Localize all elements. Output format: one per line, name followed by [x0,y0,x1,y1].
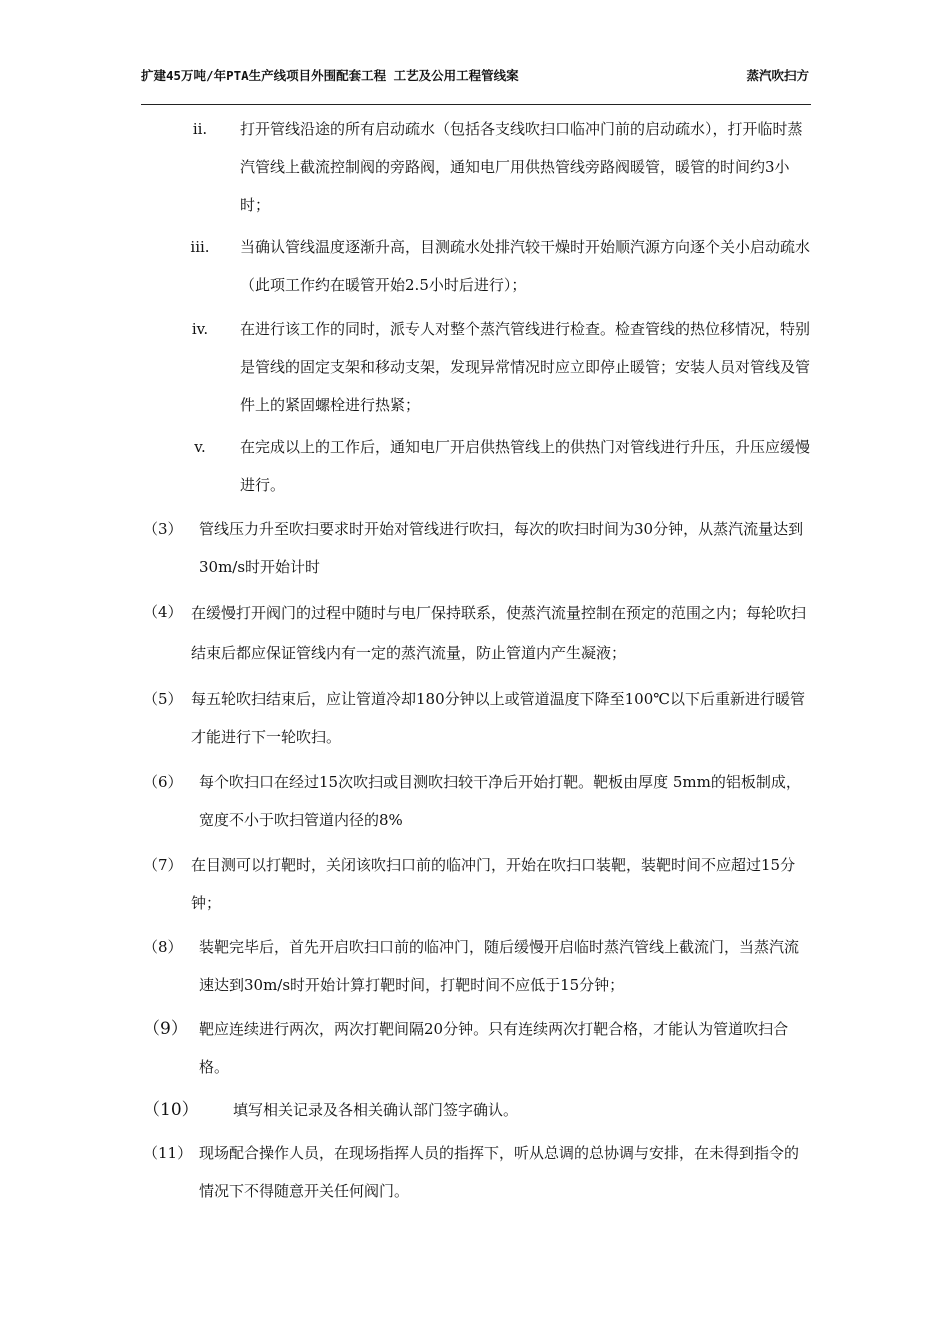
subitem-text: 在进行该工作的同时，派专人对整个蒸汽管线进行检查。检查管线的热位移情况，特别是管线的固定支架和移动支架，发现异常情况时应立即停止暖管；安装人员对管线及管件上的紧固螺栓进行热紧； [240,320,811,414]
subitem-number: iii. [190,238,210,256]
item-number: （11） [143,1144,193,1162]
header-section: 蒸汽吹扫方 [746,68,809,83]
item-text: 现场配合操作人员，在现场指挥人员的指挥下，听从总调的总协调与安排，在未得到指令的情况下不得随意开关任何阀门。 [199,1144,800,1200]
subitem-ii [180,110,850,224]
subitem-iii [180,228,850,304]
item-number: （3） [143,520,183,538]
item-text: 管线压力升至吹扫要求时开始对管线进行吹扫，每次的吹扫时间为30分钟，从蒸汽流量达到30m/s时开始计时 [199,520,804,576]
page-header [141,68,811,105]
item-text: 靶应连续进行两次，两次打靶间隔20分钟。只有连续两次打靶合格，才能认为管道吹扫合格。 [199,1020,789,1076]
item-number: （5） [143,690,183,708]
subitem-number: ii. [192,120,208,138]
item-text: 在目测可以打靶时，关闭该吹扫口前的临冲门，开始在吹扫口装靶，装靶时间不应超过15分钟； [191,856,796,912]
item-text: 每五轮吹扫结束后，应让管道冷却180分钟以上或管道温度下降至100℃以下后重新进行暖管才能进行下一轮吹扫。 [191,690,806,746]
subitem-text: 当确认管线温度逐渐升高，目测疏水处排汽较干燥时开始顺汽源方向逐个关小启动疏水（此项工作约在暖管开始2.5小时后进行）； [240,238,811,294]
item-number: （9） [143,1019,188,1039]
item-text: 在缓慢打开阀门的过程中随时与电厂保持联系，使蒸汽流量控制在预定的范围之内；每轮吹扫结束后都应保证管线内有一定的蒸汽流量，防止管道内产生凝液； [191,604,807,662]
item-number: （8） [143,938,183,956]
item-number: （10） [143,1100,199,1120]
subitem-text: 在完成以上的工作后，通知电厂开启供热管线上的供热门对管线进行升压，升压应缓慢进行。 [240,438,811,494]
subitem-number: iv. [191,320,209,338]
subitem-iv [180,310,850,424]
item-text: 每个吹扫口在经过15次吹扫或目测吹扫较干净后开始打靶。靶板由厚度 5mm的铝板制成，宽度不小于吹扫管道内径的8% [199,773,801,829]
item-number: （4） [143,603,183,621]
item-text: 填写相关记录及各相关确认部门签字确认。 [233,1101,519,1119]
subitem-text: 打开管线沿途的所有启动疏水（包括各支线吹扫口临冲门前的启动疏水），打开临时蒸汽管线上截流控制阀的旁路阀，通知电厂用供热管线旁路阀暖管，暖管的时间约3小时； [240,120,803,214]
item-number: （7） [143,856,183,874]
item-number: （6） [143,773,183,791]
item-text: 装靶完毕后，首先开启吹扫口前的临冲门，随后缓慢开启临时蒸汽管线上截流门，当蒸汽流速达到30m/s时开始计算打靶时间，打靶时间不应低于15分钟； [199,938,800,994]
header-title: 扩建45万吨/年PTA生产线项目外围配套工程 工艺及公用工程管线案 [141,68,519,83]
subitem-number: v. [194,438,206,456]
subitem-v [180,428,850,504]
